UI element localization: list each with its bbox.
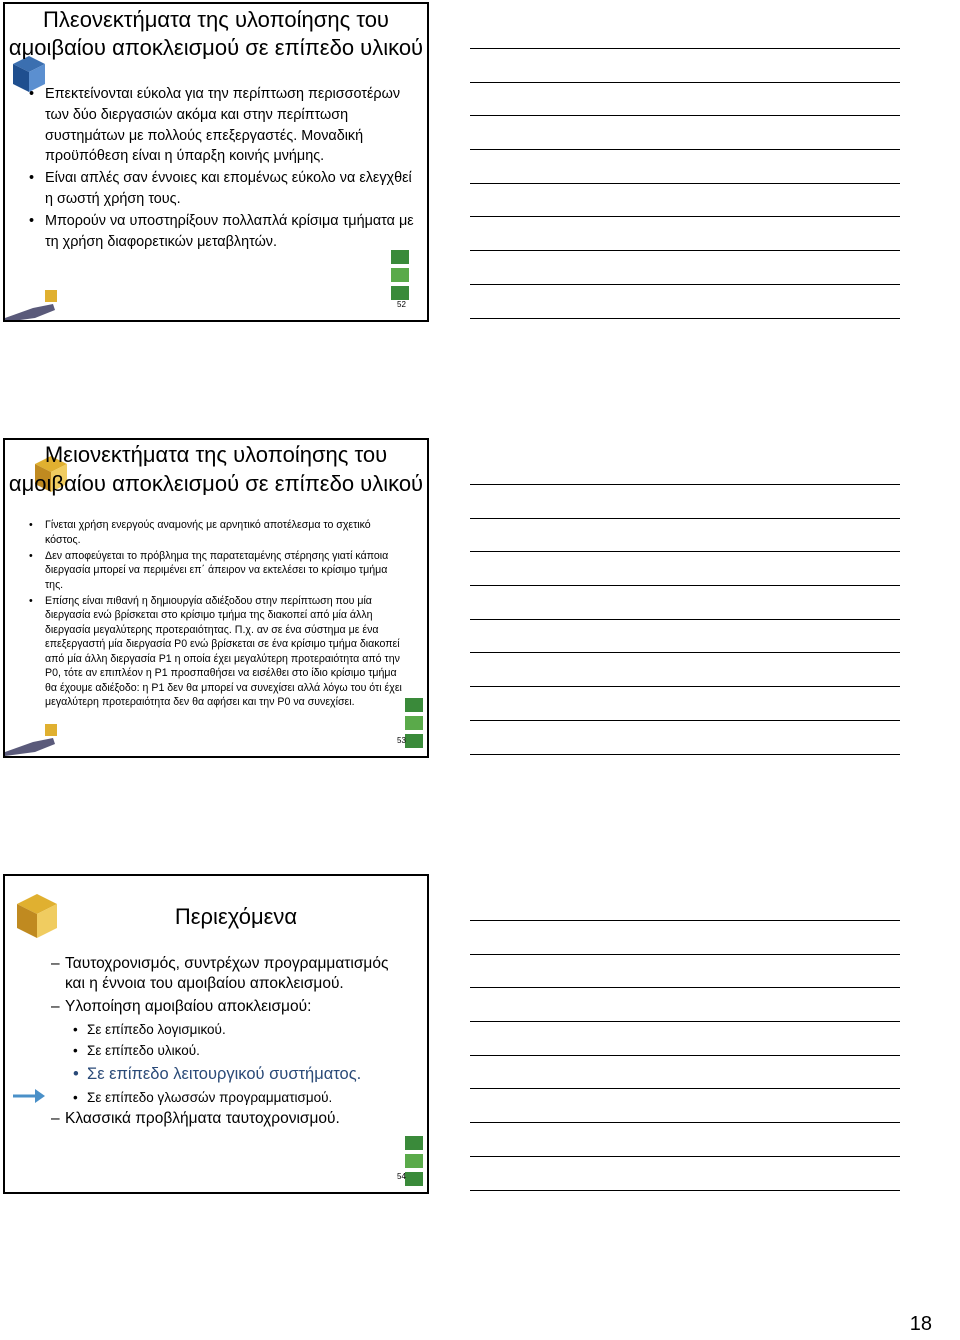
notes-lines-54 (470, 920, 900, 1223)
toc-subitem-current: • Σε επίπεδο λειτουργικού συστήματος. (51, 1062, 409, 1086)
bullet-item: • Επεκτείνονται εύκολα για την περίπτωση περισσοτέρων των δύο διεργασιών ακόμα και στην περίπτωση συστημάτων με πολλούς επεξεργαστές. Μοναδική προϋπόθεση είναι η ύπαρξη κοινής μνήμης. (29, 84, 417, 167)
bullet-list (29, 84, 417, 253)
bullet-list (29, 518, 407, 711)
bullet-item: • Επίσης είναι πιθανή η δημιουργία αδιέξοδου στην περίπτωση που μία διεργασία ενώ βρίσκεται στο κρίσιμο τμήμα της διακοπεί από μία άλλη διεργασία μεγαλύτερης προτεραιότητας. Π.χ. αν σε ένα σύστημα με ένα επεξεργαστή μία διεργασία P0 ενώ βρίσκεται σε ένα κρίσιμο τμήμα διακοπεί από μία άλλη διεργασία P1 η οποία έχει μεγαλύτερη προτεραιότητα από την P0, τότε αν επιπλέον η P1 προσπαθήσει να εισέλθει στο ίδιο κρίσιμο τμήμα θα έχουμε αδιέξοδο: η P1 δεν θα μπορεί να συνεχίσει αλλά λόγω του ότι έχει μεγαλύτερη προτεραιότητα δεν θα αφήσει και την P0 να συνεχίσει. (29, 594, 407, 710)
toc-subitem: • Σε επίπεδο γλωσσών προγραμματισμού. (51, 1088, 409, 1107)
blocks-decoration-icon (385, 248, 415, 304)
slide-title: Πλεονεκτήματα της υλοποίησης του αμοιβαίου αποκλεισμού σε επίπεδο υλικού (8, 7, 424, 60)
hand-cube-icon (5, 722, 65, 756)
slide-52 (3, 2, 429, 322)
arrow-right-icon (11, 1086, 47, 1106)
bullet-item: • Μπορούν να υποστηρίξουν πολλαπλά κρίσιμα τμήματα με τη χρήση διαφορετικών μεταβλητών. (29, 211, 417, 253)
notes-lines-52 (470, 48, 900, 351)
bullet-item: • Είναι απλές σαν έννοιες και επομένως εύκολο να ελεγχθεί η σωστή χρήση τους. (29, 168, 417, 210)
toc-item: – Ταυτοχρονισμός, συντρέχων προγραμματισμός και η έννοια του αμοιβαίου αποκλεισμού. (51, 954, 409, 994)
toc-item: – Υλοποίηση αμοιβαίου αποκλεισμού: (51, 997, 409, 1017)
bullet-item: • Δεν αποφεύγεται το πρόβλημα της παρατεταμένης στέρησης γιατί κάποια διεργασία μπορεί να περιμένει επ΄ άπειρον να εκτελέσει το κρίσιμο τμήμα της. (29, 549, 407, 593)
notes-lines-53 (470, 484, 900, 787)
toc-item: – Κλασσικά προβλήματα ταυτοχρονισμού. (51, 1109, 409, 1129)
table-of-contents (51, 954, 409, 1132)
bullet-item: • Γίνεται χρήση ενεργούς αναμονής με αρνητικό αποτέλεσμα το σχετικό κόστος. (29, 518, 407, 547)
slide-title: Μειονεκτήματα της υλοποίησης του αμοιβαίου αποκλεισμού σε επίπεδο υλικού (8, 442, 424, 496)
page-number: 52 (397, 300, 406, 309)
blocks-decoration-icon (399, 1134, 429, 1190)
sheet-page-number: 18 (909, 1313, 932, 1335)
slide-53 (3, 438, 429, 758)
slide-title: Περιεχόμενα (174, 904, 298, 929)
page-number: 53 (397, 736, 406, 745)
toc-subitem: • Σε επίπεδο υλικού. (51, 1041, 409, 1060)
toc-subitem: • Σε επίπεδο λογισμικού. (51, 1020, 409, 1039)
hand-cube-icon (5, 288, 65, 322)
slide-54 (3, 874, 429, 1194)
page-number: 54 (397, 1172, 406, 1181)
